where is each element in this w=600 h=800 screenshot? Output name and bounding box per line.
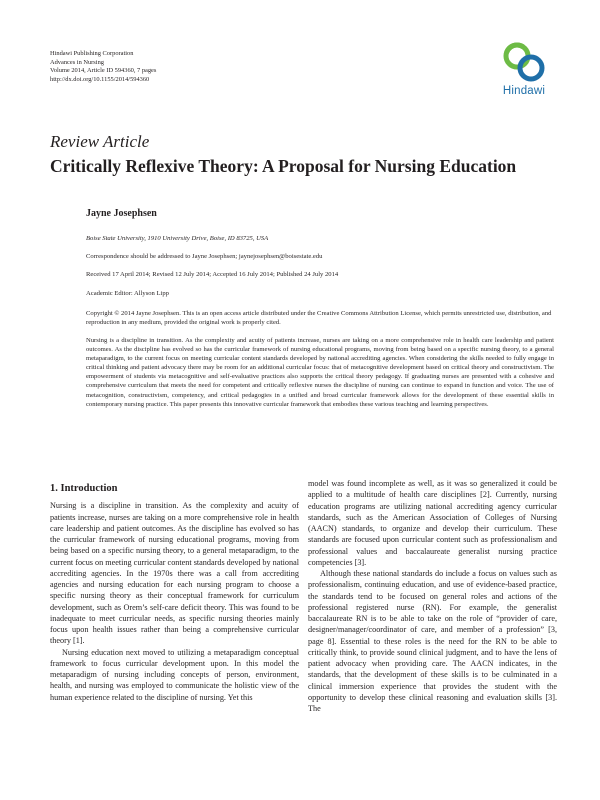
body-paragraph: model was found incomplete as well, as it was so generalized it could be applied to a multitude of health care disciplines [2]. Currently, nursing education programs are utilizing national accrediting agency curricular standards, such as the American Association of Colleges of Nursing (AACN) standards, to organize and develop their curriculum. These standards are focused upon curricular content such as professionalism and professional values and baccalaureate generalist nursing practice competencies [3]. [308,479,557,567]
left-column [50,478,299,703]
publisher-name: Hindawi Publishing Corporation [50,50,134,57]
body-paragraph: Nursing is a discipline in transition. As the complexity and acuity of patients increase, nurses are taking on a more comprehensive role in health care leadership and patient outcomes. As the discipline has evolved so has the curricular framework of nursing educational programs, moving from being based on a specific nursing theory, to a general metaparadigm, to the current focus on meeting curricular content standards developed by national accrediting agencies. In the 1970s there was a call from accrediting agencies and nursing education for each nursing program to choose a specific nursing theory as their conceptual framework for curriculum development, such as Orem’s self-care deficit theory. This was found to be inadequate to meet curricular needs, as specific nursing theories mainly focus upon health issues rather than being a comprehensive curricular theory [1]. [50,501,299,646]
article-title: Critically Reflexive Theory: A Proposal for Nursing Education [50,156,517,176]
doi-link[interactable]: http://dx.doi.org/10.1155/2014/594360 [50,75,150,83]
article-type: Review Article [50,132,150,151]
section-heading: 1. Introduction [50,483,118,494]
hindawi-logo-icon [501,40,547,84]
academic-editor: Academic Editor: Allyson Lipp [86,290,169,297]
author-name: Jayne Josephsen [86,208,157,219]
copyright-notice: Copyright © 2014 Jayne Josephsen. This is an open access article distributed under the Creative Commons Attribution License, which permits unrestricted use, distribution, and reproduction in any medium, provided the original work is properly cited. [86,310,552,326]
hindawi-logo [494,40,554,104]
abstract: Nursing is a discipline in transition. As the complexity and acuity of patients increase, nurses are taking on a more comprehensive role in health care leadership and patient outcomes. As the discipline has evolved so has the curricular framework of nursing educational programs, moving from being based on a specific nursing theory, to a general metaparadigm, to the current focus on meeting curricular content standards developed by national accrediting agencies. When considering the skills needed to fully engage in critical thinking and patient advocacy there may be room for an additional curricular focus: that of metacognitive development based on critical theory and constructivism. The empowerment of students via metacognitive and self-evaluative practices also supports the critical theory pedagogy. If graduating nurses are presented with a cohesive and comprehensive curriculum that meets the need for competent and critically reflexive nurses the discipline of nursing can continue to expand in function and voice. The use of metacognition, constructivism, competency, and critical pedagogies in a unified and broad curricular framework allows for the development of these essential skills in contemporary nursing practice. This paper presents this innovative curricular framework that embodies these various teaching and learning perspectives. [86,337,554,408]
publication-dates: Received 17 April 2014; Revised 12 July 2014; Accepted 16 July 2014; Published 24 July 2014 [86,271,339,278]
correspondence-note: Correspondence should be addressed to Jayne Josephsen; jaynejosephsen@boisestate.edu [86,253,323,260]
journal-header [50,50,156,84]
author-affiliation: Boise State University, 1910 University Drive, Boise, ID 83725, USA [86,235,269,242]
journal-name: Advances in Nursing [50,58,104,66]
logo-wordmark: Hindawi [502,85,546,97]
volume-info: Volume 2014, Article ID 594360, 7 pages [50,67,157,75]
body-paragraph: Although these national standards do include a focus on values such as professionalism, continuing education, and use of evidence-based practice, the standards tend to be focused on general roles and actions of the professional registered nurse (RN). For example, the generalist baccalaureate RN is to be able to take on the role of “provider of care, designer/manager/coordinator of care, and member of a profession” [3, page 8]. Essential to these roles is the need for the RN to be able to critically think, to provide sound clinical judgment, and to have the lens of patient advocacy when providing care. The AACN indicates, in the standards, that the development of these skills is to be culminated in a clinical immersion experience that provides the student with the opportunity to develop these clinical reasoning and evaluation skills [3]. The [308,569,557,713]
right-column [308,478,557,714]
body-paragraph: Nursing education next moved to utilizing a metaparadigm conceptual framework to focus curricular development upon. In this model the metaparadigm of nursing including concepts of person, environment, health, and nursing was employed to communicate the holistic view of the human experience related to the discipline of nursing. Yet this [50,647,299,702]
